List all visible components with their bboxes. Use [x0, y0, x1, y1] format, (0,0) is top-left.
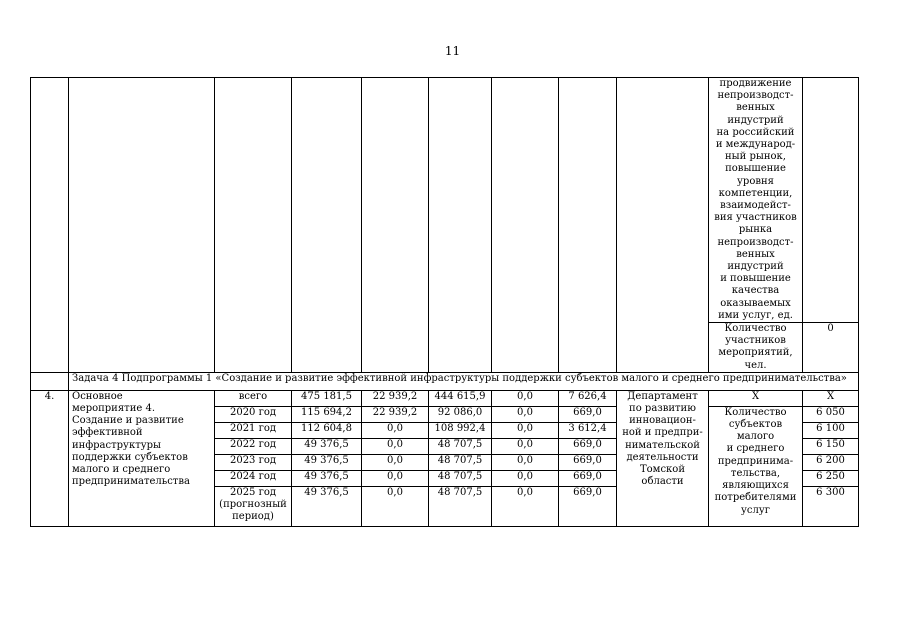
activity-name-line: инфраструктуры	[72, 439, 161, 451]
executor-line: деятельности	[626, 451, 699, 463]
indicator-line: индустрий	[727, 261, 784, 273]
period-cell	[215, 454, 292, 470]
period-cell	[215, 486, 292, 526]
amount-local: 0,0	[492, 470, 559, 486]
executor-line: Департамент	[627, 390, 698, 402]
task-row	[31, 372, 859, 390]
indicator-line: субъектов	[728, 419, 783, 431]
period-cell	[215, 438, 292, 454]
activity-name-line: мероприятие 4.	[72, 403, 155, 415]
activity-4-body	[31, 390, 859, 526]
amount-federal: 0,0	[362, 486, 429, 526]
amount-total: 49 376,5	[292, 438, 362, 454]
indicator-participants	[709, 323, 803, 373]
amount-regional: 48 707,5	[429, 470, 492, 486]
indicator-line: тельства,	[730, 467, 781, 479]
indicator-cell	[709, 406, 803, 526]
amount-federal: 0,0	[362, 454, 429, 470]
indicator-line: продвижение	[719, 78, 792, 89]
program-table	[30, 77, 859, 527]
amount-federal: 0,0	[362, 438, 429, 454]
indicator-value: 6 050	[803, 406, 859, 422]
amount-local: 0,0	[492, 422, 559, 438]
period-line: период)	[232, 511, 274, 523]
indicator-continued	[709, 78, 803, 323]
indicator-value: 6 200	[803, 454, 859, 470]
amount-local: 0,0	[492, 390, 559, 406]
executor-line: нимательской	[625, 439, 700, 451]
activity-number: 4.	[31, 390, 69, 526]
continued-row-1	[31, 78, 859, 323]
indicator-line: потребителями	[714, 492, 797, 504]
executor-line: по развитию	[629, 403, 696, 415]
indicator-line: оказываемых	[720, 297, 791, 309]
activity-name-line: Основное	[72, 390, 123, 402]
amount-regional: 48 707,5	[429, 438, 492, 454]
indicator-line: предпринима-	[717, 455, 794, 467]
executor-line: Томской	[639, 464, 685, 476]
executor-line: ной и предпри-	[622, 427, 703, 439]
indicator-line: ный рынок,	[725, 151, 786, 163]
indicator-line: на российский	[716, 126, 795, 138]
indicator-line: участников	[725, 335, 786, 347]
activity-name-line: Создание и развитие	[72, 415, 184, 427]
finance-row	[31, 390, 859, 406]
indicator-value: 6 300	[803, 486, 859, 526]
amount-total: 112 604,8	[292, 422, 362, 438]
indicator-value: 6 250	[803, 470, 859, 486]
period-cell	[215, 406, 292, 422]
indicator-line: Количество	[724, 323, 787, 335]
amount-federal: 22 939,2	[362, 390, 429, 406]
indicator-line: мероприятий,	[718, 347, 793, 359]
period-line: 2021 год	[229, 422, 277, 434]
amount-local: 0,0	[492, 438, 559, 454]
indicator-line: повышение	[725, 163, 786, 175]
period-line: 2020 год	[229, 406, 277, 418]
activity-name-line: эффективной	[72, 427, 143, 439]
period-cell	[215, 390, 292, 406]
amount-federal: 0,0	[362, 422, 429, 438]
amount-total: 49 376,5	[292, 454, 362, 470]
indicator-line: вия участников	[714, 212, 797, 224]
amount-regional: 108 992,4	[429, 422, 492, 438]
amount-total: 49 376,5	[292, 486, 362, 526]
page-number: 11	[444, 44, 461, 58]
indicator-value: Х	[803, 390, 859, 406]
executor	[617, 390, 709, 526]
amount-federal: 0,0	[362, 470, 429, 486]
period-line: (прогнозный	[219, 499, 287, 511]
amount-regional: 92 086,0	[429, 406, 492, 422]
amount-regional: 48 707,5	[429, 486, 492, 526]
amount-total: 115 694,2	[292, 406, 362, 422]
indicator-line: рынка	[738, 224, 773, 236]
indicator-line: малого	[736, 431, 775, 443]
period-cell	[215, 422, 292, 438]
amount-other: 3 612,4	[559, 422, 617, 438]
amount-regional: 444 615,9	[429, 390, 492, 406]
activity-name-line: малого и среднего	[72, 464, 171, 476]
task-title: Задача 4 Подпрограммы 1 «Создание и развитие эффективной инфраструктуры поддержки субъектов малого и среднего предпринимательства»	[69, 372, 859, 390]
indicator-line: Количество	[724, 406, 787, 418]
indicator-line: индустрий	[727, 114, 784, 126]
indicator-participants-text	[712, 323, 799, 372]
indicator-line: венных	[736, 248, 775, 260]
period-cell	[215, 470, 292, 486]
activity-name-line: поддержки субъектов	[72, 451, 188, 463]
period-line: 2024 год	[229, 470, 277, 482]
period-line: 2025 год	[229, 486, 277, 498]
indicator-line: венных	[736, 102, 775, 114]
indicator-line: являющихся	[722, 480, 789, 492]
activity-name-line: предпринимательства	[72, 476, 190, 488]
amount-other: 669,0	[559, 406, 617, 422]
indicator-value: 6 100	[803, 422, 859, 438]
indicator-line: взаимодейст-	[720, 200, 791, 212]
indicator-header: Х	[709, 390, 803, 406]
period-line: 2022 год	[229, 438, 277, 450]
indicator-line: непроизводст-	[717, 236, 794, 248]
amount-total: 49 376,5	[292, 470, 362, 486]
indicator-line: уровня	[737, 175, 774, 187]
amount-local: 0,0	[492, 486, 559, 526]
amount-local: 0,0	[492, 406, 559, 422]
period-line: всего	[238, 390, 268, 402]
indicator-line: ими услуг, ед.	[718, 309, 793, 321]
amount-total: 475 181,5	[292, 390, 362, 406]
indicator-line: компетенции,	[718, 187, 793, 199]
indicator-line: услуг	[741, 504, 770, 516]
indicator-continued-text	[712, 78, 799, 322]
amount-other: 669,0	[559, 454, 617, 470]
amount-other: 7 626,4	[559, 390, 617, 406]
indicator-participants-value: 0	[803, 323, 859, 373]
indicator-line: и международ-	[715, 139, 796, 151]
amount-other: 669,0	[559, 486, 617, 526]
indicator-line: и повышение	[720, 273, 791, 285]
executor-line: инновацион-	[629, 415, 696, 427]
indicator-line: непроизводст-	[717, 90, 794, 102]
amount-other: 669,0	[559, 438, 617, 454]
indicator-value: 6 150	[803, 438, 859, 454]
amount-regional: 48 707,5	[429, 454, 492, 470]
executor-line: области	[641, 476, 684, 488]
period-line: 2023 год	[229, 454, 277, 466]
amount-local: 0,0	[492, 454, 559, 470]
indicator-line: качества	[731, 285, 780, 297]
indicator-line: чел.	[744, 359, 767, 371]
amount-federal: 22 939,2	[362, 406, 429, 422]
amount-other: 669,0	[559, 470, 617, 486]
activity-name	[69, 390, 215, 526]
indicator-line: и среднего	[726, 443, 785, 455]
